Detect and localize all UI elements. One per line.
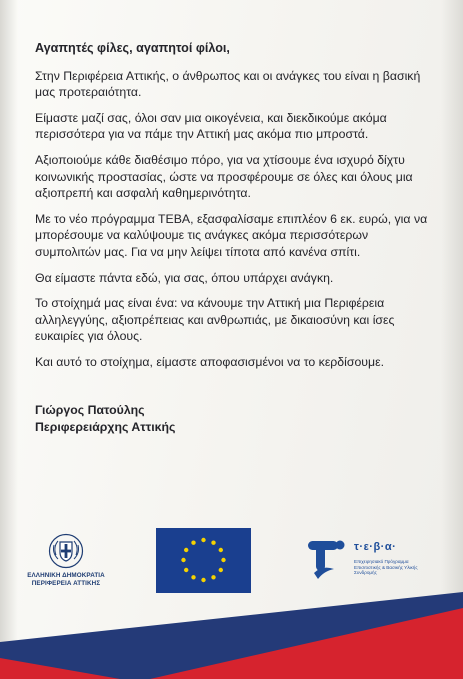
eu-flag-icon — [156, 528, 251, 593]
paragraph-5: Θα είμαστε πάντα εδώ, για σας, όπου υπάρχει ανάγκη. — [35, 270, 334, 285]
signature-block — [35, 402, 435, 436]
letter-body — [35, 40, 435, 436]
greek-republic-text — [26, 572, 106, 587]
decorative-bands — [0, 590, 463, 679]
salutation: Αγαπητές φίλες, αγαπητοί φίλοι, — [35, 41, 230, 55]
teva-description: Επιχειρησιακό Πρόγραμμα Επισιτιστικής & Βασικής Υλικής Συνδρομής — [354, 559, 418, 576]
teva-mark-icon — [306, 535, 350, 585]
paragraph-6: Το στοίχημά μας είναι ένα: να κάνουμε την Αττική μια Περιφέρεια αλληλεγγύης, αξιοπρέπειας και ανθρωπιάς, με δικαιοσύνη και ίσες ευκαιρίες για όλους. — [35, 296, 395, 344]
teva-name: τ·ε·β·α· — [354, 541, 397, 553]
teva-logo — [306, 535, 436, 595]
paragraph-4: Με το νέο πρόγραμμα ΤΕΒΑ, εξασφαλίσαμε επιπλέον 6 εκ. ευρώ, για να μπορέσουμε να καλύψουμε τις ανάγκες ακόμα περισσότερων συμπολιτών μας. Για να μην λείψει τίποτα από κανένα σπίτι. — [35, 211, 428, 259]
paragraph-2: Είμαστε μαζί σας, όλοι σαν μια οικογένεια, και διεκδικούμε ακόμα περισσότερα για να πάμε την Αττική μας ακόμα πιο μπροστά. — [35, 110, 387, 142]
greek-republic-line-2: ΠΕΡΙΦΕΡΕΙΑ ΑΤΤΙΚΗΣ — [31, 579, 101, 587]
paragraph-3: Αξιοποιούμε κάθε διαθέσιμο πόρο, για να χτίσουμε ένα ισχυρό δίχτυ κοινωνικής προστασίας, ώστε να προσφέρουμε σε όλες και όλους μια αξιοπρεπή και ασφαλή καθημερινότητα. — [35, 152, 413, 201]
greek-coat-of-arms-icon — [48, 533, 84, 569]
paragraph-1: Στην Περιφέρεια Αττικής, ο άνθρωπος και οι ανάγκες του είναι η βασική μας προτεραιότητα. — [35, 68, 421, 100]
eu-stars — [181, 538, 225, 582]
paragraph-7: Και αυτό το στοίχημα, είμαστε αποφασισμένοι να το κερδίσουμε. — [35, 354, 385, 369]
signature-title: Περιφερειάρχης Αττικής — [35, 419, 176, 434]
greek-republic-line-1: ΕΛΛΗΝΙΚΗ ΔΗΜΟΚΡΑΤΙΑ — [27, 572, 105, 579]
greek-republic-logo — [26, 533, 106, 587]
signature-name: Γιώργος Πατούλης — [35, 402, 145, 417]
